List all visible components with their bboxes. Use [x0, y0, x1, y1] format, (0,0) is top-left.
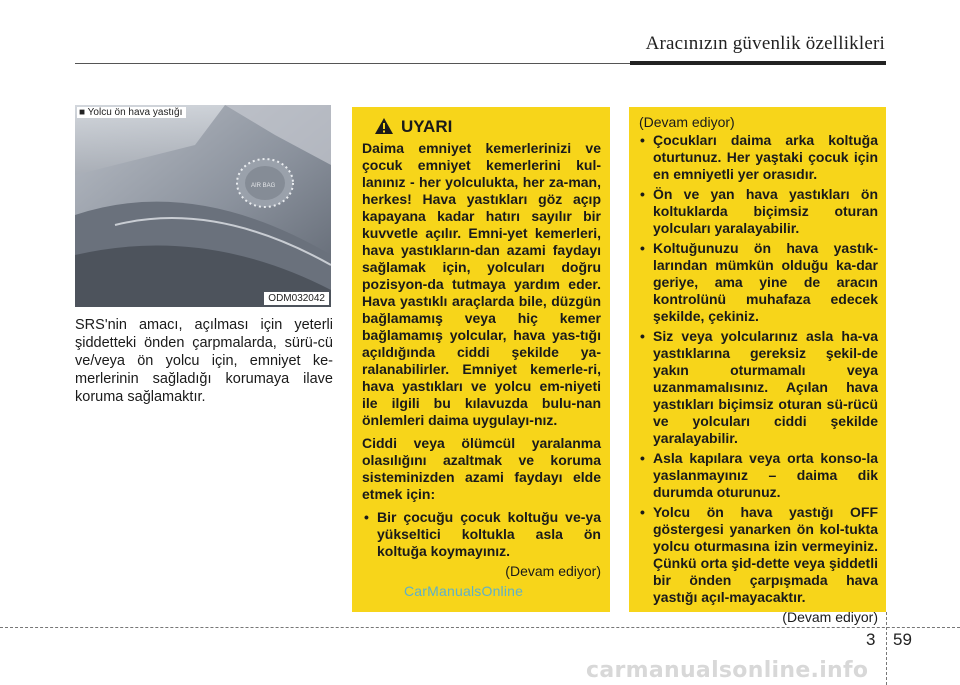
list-item: • Siz veya yolcularınız asla ha-va yastıklarına gereksiz şekil-de yakın oturmamalı veya uzanmamalısınız. Açılan hava yastıkları biçimsiz oturan sü-rücü ve yolcuları ciddi şekilde yaralayabilir.	[640, 328, 878, 446]
caption-text: Yolcu ön hava yastığı	[87, 107, 183, 118]
continued-box	[629, 107, 886, 625]
warning-paragraph-1: Daima emniyet kemerlerinizi ve çocuk emniyet kemerlerini kul-lanınız - her yolculukta, her za-man, herkes! Hava yastıkları göz açıp kapayana kadar hatırı sayılır bir kuvvetle açılır. Emni-yet kemerleri, hava yastıkların-dan azami faydayı sağlamak için, yolcuları doğru pozisyon-da tutmaya yardım eder. Hava yastıklı araçlarda bile, düzgün bağlamamış veya hiç kemer bağlamamış yolcular, hava yas-tığı açıldığında ciddi şekilde ya-ralanabilirler. Emniyet kemerle-ri, hava yastıkları ve yolcu em-niyeti ile ilgili bu kılavuzda bulu-nan önlemleri daima uygulayı-nız.	[362, 140, 601, 428]
warning-list	[362, 509, 601, 560]
chapter-number: 3	[866, 630, 876, 649]
footer-rule	[0, 627, 960, 628]
list-item: • Çocukları daima arka koltuğa oturtunuz. Her yaştaki çocuk için en emniyetli yer orasıdır.	[640, 132, 878, 182]
warning-box	[352, 107, 610, 612]
airbag-label: AIR BAG	[251, 183, 276, 189]
bullet: •	[640, 132, 645, 148]
dashboard-figure	[75, 105, 331, 307]
bullet: •	[364, 509, 369, 525]
continued-bottom-note: (Devam ediyor)	[782, 609, 878, 625]
bullet: •	[640, 186, 645, 202]
bullet: •	[640, 504, 645, 520]
warning-triangle-icon	[374, 117, 394, 135]
warning-paragraph-2: Ciddi veya ölümcül yaralanma olasılığını azaltmak ve koruma sisteminizden azami faydayı elde etmek için:	[362, 435, 601, 502]
footer-divider	[886, 612, 887, 685]
continued-top-note: (Devam ediyor)	[639, 114, 735, 130]
figure-caption	[77, 107, 186, 118]
header-rule-accent	[630, 61, 886, 65]
watermark-text: CarManualsOnline	[404, 583, 524, 599]
header-rule	[75, 63, 630, 64]
bullet: •	[640, 328, 645, 344]
bullet: •	[640, 450, 645, 466]
warning-label: UYARI	[401, 116, 453, 136]
body-paragraph: SRS'nin amacı, açılması için yeterli şiddetteki önden çarpmalarda, sürü-cü ve/veya ön yolcu için, emniyet ke-merlerinin sağladığı korumaya ilave koruma sağlamaktır.	[75, 317, 333, 405]
continued-note: (Devam ediyor)	[505, 563, 601, 579]
site-watermark: carmanualsonline.info	[586, 658, 869, 683]
continued-list	[638, 132, 878, 606]
page-header-title: Aracınızın güvenlik özellikleri	[645, 33, 885, 54]
bullet: •	[640, 240, 645, 256]
list-item: • Koltuğunuzu ön hava yastık-larından mümkün olduğu ka-dar geriye, ama yine de aracın kontrolünü muhafaza edecek şekilde, çekiniz.	[640, 240, 878, 324]
page-number: 59	[893, 630, 912, 649]
list-item: • Asla kapılara veya orta konso-la yaslanmayınız – daima dik durumda oturunuz.	[640, 450, 878, 500]
warning-header	[362, 117, 601, 135]
list-item: • Ön ve yan hava yastıkları ön koltuklarda biçimsiz oturan yolcuları yaralayabilir.	[640, 186, 878, 236]
figure-code: ODM032042	[264, 292, 329, 305]
caption-marker: ■	[79, 107, 86, 118]
list-item: • Yolcu ön hava yastığı OFF göstergesi yanarken ön kol-tukta yolcu oturmasına izin vermeyiniz. Çünkü orta şid-dette veya şiddetli bir önden çarpışmada hava yastığı açıl-mayacaktır.	[640, 504, 878, 605]
list-item: • Bir çocuğu çocuk koltuğu ve-ya yükseltici koltukla asla ön koltuğa koymayınız.	[364, 509, 601, 559]
dashboard-illustration	[75, 105, 331, 307]
